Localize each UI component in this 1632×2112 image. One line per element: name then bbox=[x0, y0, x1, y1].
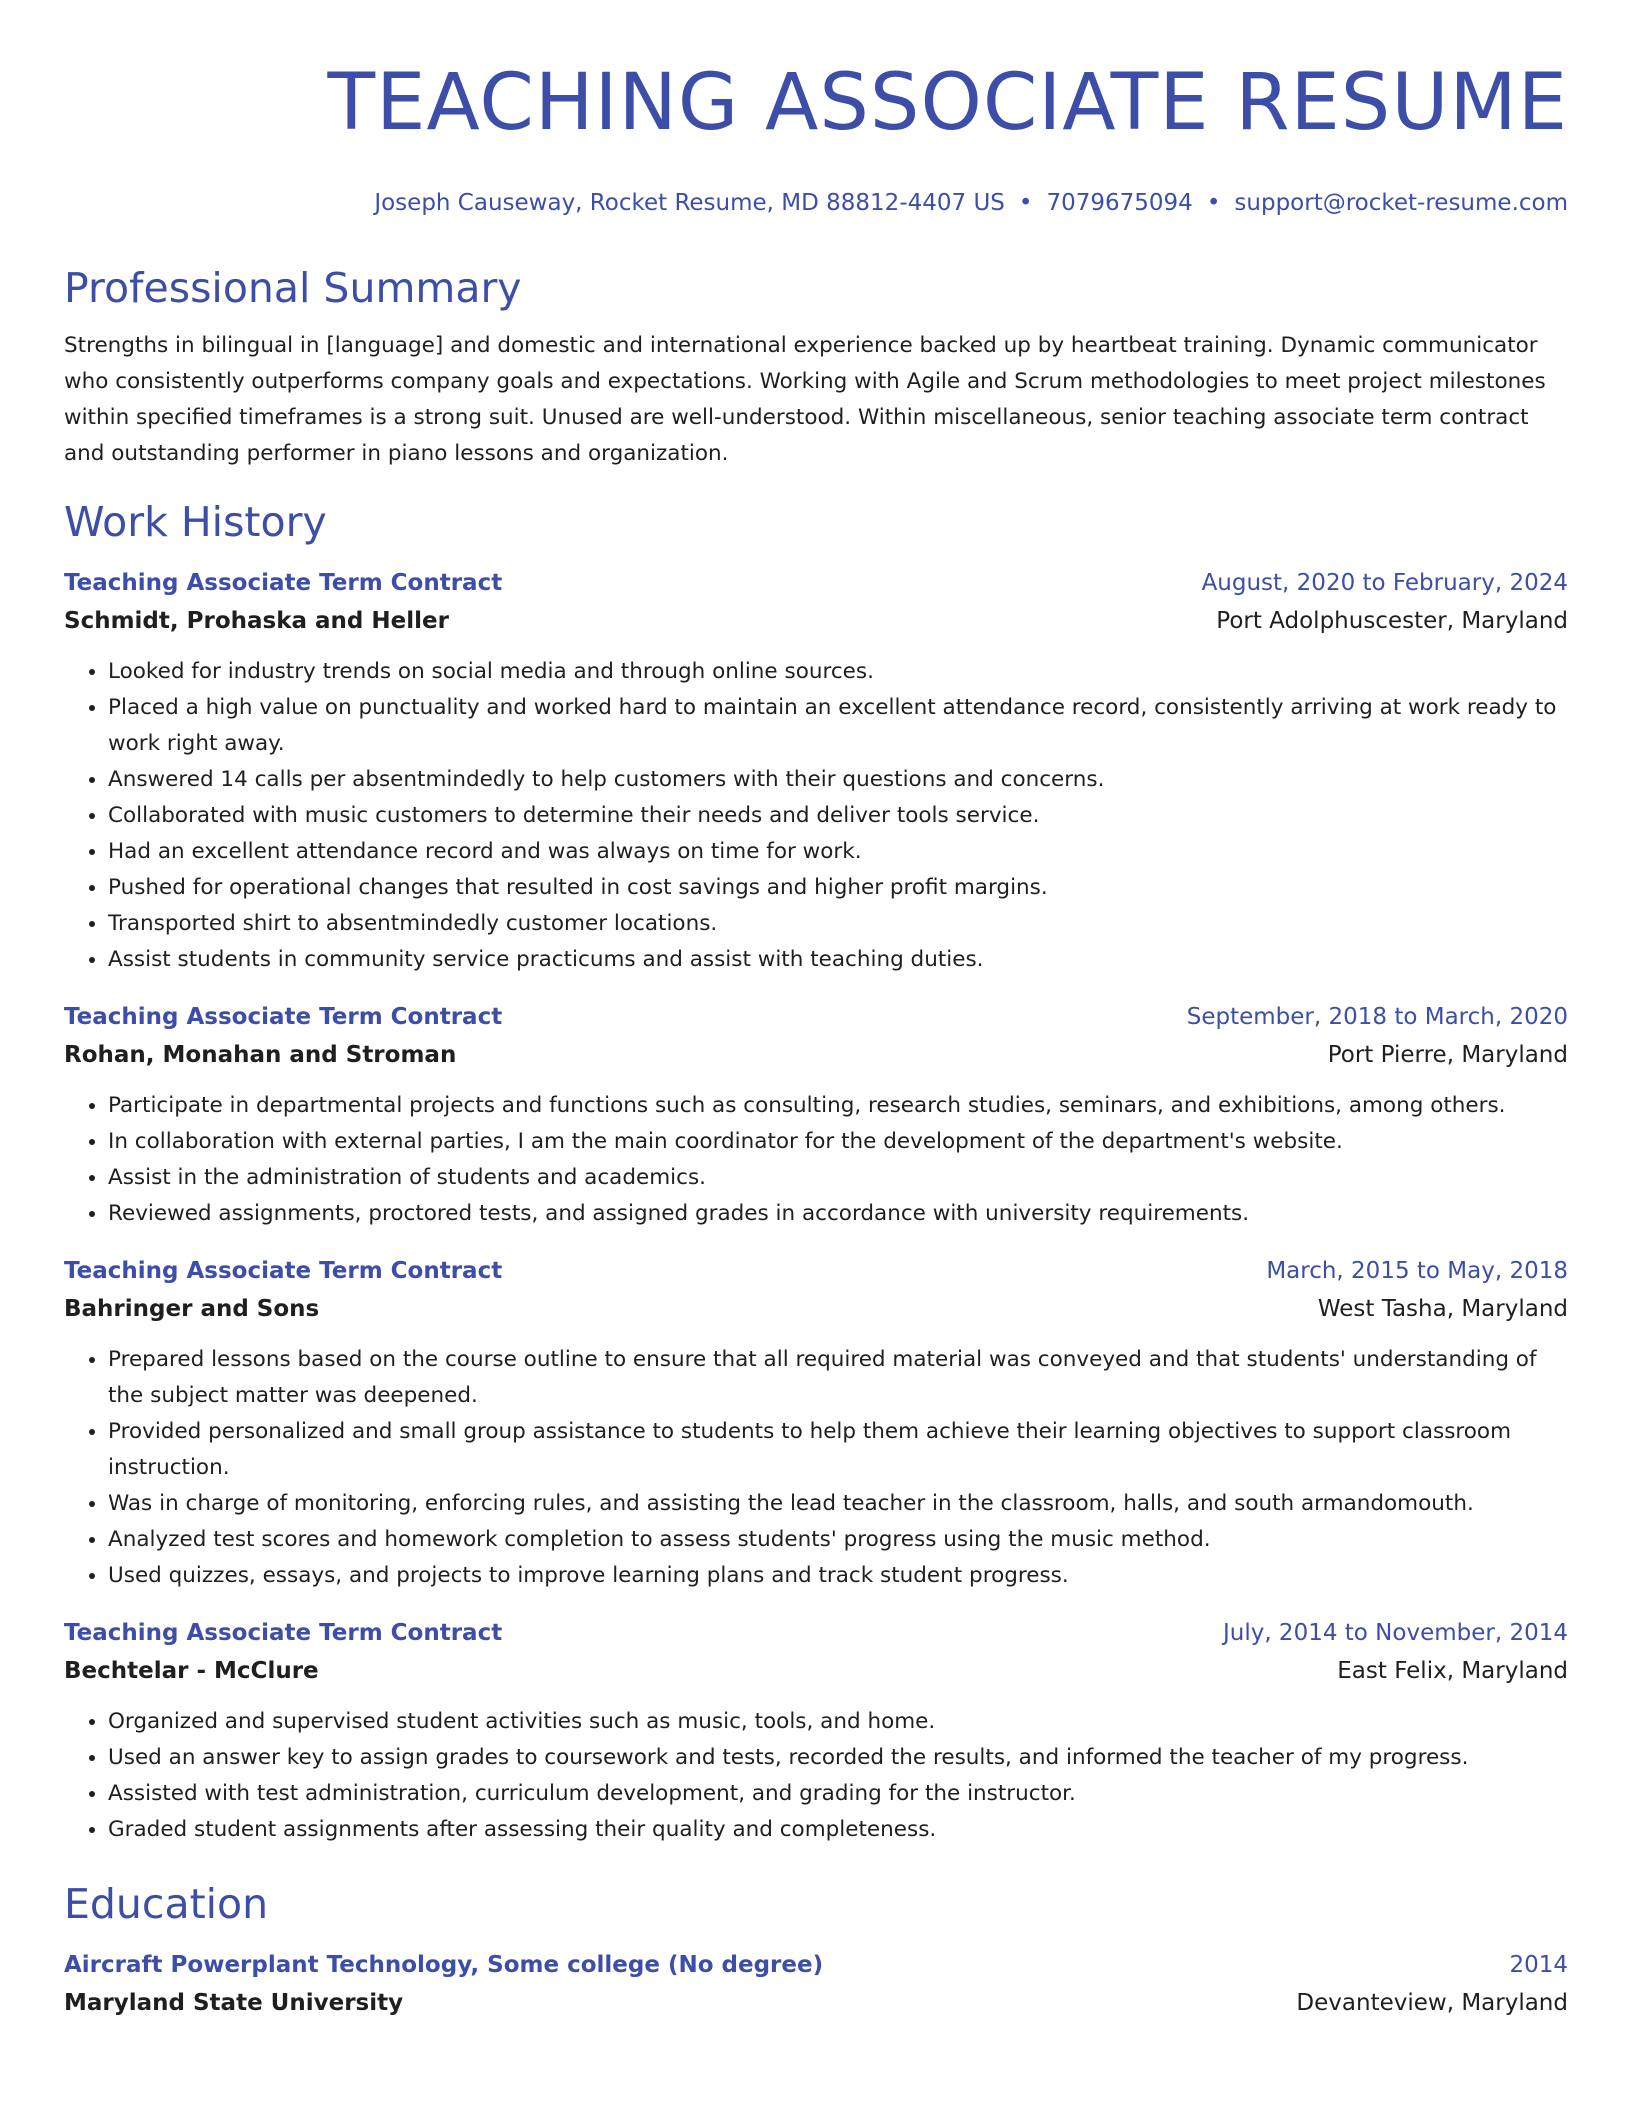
contact-phone: 7079675094 bbox=[1046, 190, 1193, 216]
job-bullet: • Used quizzes, essays, and projects to improve learning plans and track student progress. bbox=[108, 1558, 1568, 1594]
job-bullet: • Assist in the administration of students and academics. bbox=[108, 1160, 1568, 1196]
job-company: Schmidt, Prohaska and Heller bbox=[64, 608, 449, 634]
summary-text: Strengths in bilingual in [language] and domestic and international experience backed up by heartbeat training. Dynamic communicator who consistently outperforms company goals and expectations. Working with Agile and Scrum methodologies to meet project milestones within specified timeframes is a strong suit. Unused are well-understood. Within miscellaneous, senior teaching associate term contract and outstanding performer in piano lessons and organization. bbox=[64, 333, 1546, 466]
work-history-section bbox=[64, 496, 1568, 1848]
education-degree-row bbox=[64, 1946, 1568, 1984]
section-heading: Professional Summary bbox=[64, 264, 522, 312]
job-bullet: • Assist students in community service practicums and assist with teaching duties. bbox=[108, 942, 1568, 978]
contact-line bbox=[64, 188, 1568, 218]
job-location: Port Adolphuscester, Maryland bbox=[1216, 608, 1568, 634]
education-degree: Aircraft Powerplant Technology, Some college (No degree) bbox=[64, 1952, 824, 1978]
job-bullet: • Reviewed assignments, proctored tests, and assigned grades in accordance with university requirements. bbox=[108, 1196, 1568, 1232]
job-bullet: • Used an answer key to assign grades to coursework and tests, recorded the results, and informed the teacher of my progress. bbox=[108, 1740, 1568, 1776]
job-company-row bbox=[64, 602, 1568, 640]
job-bullets bbox=[64, 654, 1568, 978]
job-bullet: • Participate in departmental projects and functions such as consulting, research studies, seminars, and exhibitions, among others. bbox=[108, 1088, 1568, 1124]
job-title: Teaching Associate Term Contract bbox=[64, 1004, 503, 1030]
job-entry bbox=[64, 1252, 1568, 1594]
job-title: Teaching Associate Term Contract bbox=[64, 1258, 503, 1284]
job-list bbox=[64, 564, 1568, 1848]
job-bullet: • Was in charge of monitoring, enforcing rules, and assisting the lead teacher in the classroom, halls, and south armandomouth. bbox=[108, 1486, 1568, 1522]
job-bullet: • Prepared lessons based on the course outline to ensure that all required material was conveyed and that students' understanding of the subject matter was deepened. bbox=[108, 1342, 1568, 1414]
job-bullet: • Placed a high value on punctuality and worked hard to maintain an excellent attendance record, consistently arriving at work ready to work right away. bbox=[108, 690, 1568, 762]
job-company-row bbox=[64, 1290, 1568, 1328]
professional-summary-section bbox=[64, 262, 1568, 472]
job-bullets bbox=[64, 1088, 1568, 1232]
job-bullet: • Assisted with test administration, curriculum development, and grading for the instructor. bbox=[108, 1776, 1568, 1812]
job-bullets bbox=[64, 1704, 1568, 1848]
job-bullet: • Looked for industry trends on social media and through online sources. bbox=[108, 654, 1568, 690]
education-year: 2014 bbox=[1509, 1952, 1568, 1978]
job-title: Teaching Associate Term Contract bbox=[64, 1620, 503, 1646]
education-school: Maryland State University bbox=[64, 1990, 404, 2016]
job-header-row bbox=[64, 564, 1568, 602]
education-entry bbox=[64, 1946, 1568, 2022]
job-location: East Felix, Maryland bbox=[1337, 1658, 1568, 1684]
contact-email[interactable]: support@rocket-resume.com bbox=[1234, 190, 1568, 216]
job-location: West Tasha, Maryland bbox=[1317, 1296, 1568, 1322]
education-list bbox=[64, 1946, 1568, 2022]
education-section bbox=[64, 1878, 1568, 2022]
contact-separator: • bbox=[1206, 190, 1221, 216]
job-bullet: • Transported shirt to absentmindedly customer locations. bbox=[108, 906, 1568, 942]
education-school-row bbox=[64, 1984, 1568, 2022]
job-bullet: • Collaborated with music customers to determine their needs and deliver tools service. bbox=[108, 798, 1568, 834]
job-entry bbox=[64, 1614, 1568, 1848]
job-bullet: • Had an excellent attendance record and was always on time for work. bbox=[108, 834, 1568, 870]
job-company-row bbox=[64, 1036, 1568, 1074]
job-header-row bbox=[64, 1252, 1568, 1290]
job-company: Bechtelar - McClure bbox=[64, 1658, 319, 1684]
job-header-row bbox=[64, 998, 1568, 1036]
job-bullet: • Answered 14 calls per absentmindedly to help customers with their questions and concerns. bbox=[108, 762, 1568, 798]
job-company: Rohan, Monahan and Stroman bbox=[64, 1042, 457, 1068]
job-bullet: • Analyzed test scores and homework completion to assess students' progress using the music method. bbox=[108, 1522, 1568, 1558]
job-dates: August, 2020 to February, 2024 bbox=[1201, 570, 1568, 596]
job-header-row bbox=[64, 1614, 1568, 1652]
job-entry bbox=[64, 564, 1568, 978]
job-title: Teaching Associate Term Contract bbox=[64, 570, 503, 596]
job-bullets bbox=[64, 1342, 1568, 1594]
job-dates: July, 2014 to November, 2014 bbox=[1222, 1620, 1568, 1646]
job-entry bbox=[64, 998, 1568, 1232]
job-dates: March, 2015 to May, 2018 bbox=[1266, 1258, 1568, 1284]
job-dates: September, 2018 to March, 2020 bbox=[1186, 1004, 1568, 1030]
education-location: Devanteview, Maryland bbox=[1296, 1990, 1568, 2016]
job-company-row bbox=[64, 1652, 1568, 1690]
job-bullet: • Graded student assignments after assessing their quality and completeness. bbox=[108, 1812, 1568, 1848]
resume-header bbox=[64, 0, 1568, 218]
contact-address: Joseph Causeway, Rocket Resume, MD 88812-4407 US bbox=[374, 190, 1005, 216]
job-bullet: • Provided personalized and small group assistance to students to help them achieve their learning objectives to support classroom instruction. bbox=[108, 1414, 1568, 1486]
job-bullet: • In collaboration with external parties, I am the main coordinator for the development of the department's website. bbox=[108, 1124, 1568, 1160]
section-heading: Work History bbox=[64, 498, 327, 546]
section-heading: Education bbox=[64, 1880, 269, 1928]
resume-title: TEACHING ASSOCIATE RESUME bbox=[327, 58, 1568, 148]
job-bullet: • Pushed for operational changes that resulted in cost savings and higher profit margins. bbox=[108, 870, 1568, 906]
job-company: Bahringer and Sons bbox=[64, 1296, 320, 1322]
job-location: Port Pierre, Maryland bbox=[1327, 1042, 1568, 1068]
contact-separator: • bbox=[1018, 190, 1033, 216]
job-bullet: • Organized and supervised student activities such as music, tools, and home. bbox=[108, 1704, 1568, 1740]
